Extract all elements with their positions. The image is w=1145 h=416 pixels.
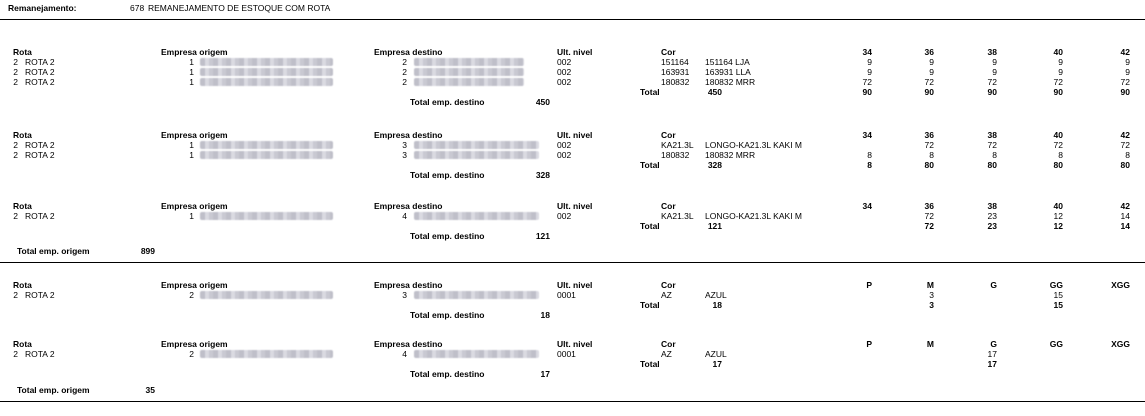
empresa-origem-name-redacted — [200, 78, 333, 86]
total-emp-origem-value: 35 — [145, 385, 155, 395]
empresa-destino-code: 4 — [402, 349, 407, 359]
size-total: 90 — [1053, 87, 1063, 97]
empresa-destino-name-redacted — [414, 78, 524, 86]
cor-description: 180832 MRR — [705, 77, 756, 87]
col-header-empresa-destino: Empresa destino — [374, 201, 443, 211]
col-header-size: 34 — [862, 130, 872, 140]
col-header-rota: Rota — [13, 130, 32, 140]
col-header-empresa-destino: Empresa destino — [374, 47, 443, 57]
col-header-size: 38 — [987, 47, 997, 57]
empresa-origem-code: 1 — [189, 211, 194, 221]
cor-description: AZUL — [705, 290, 727, 300]
total-emp-destino-value: 18 — [540, 310, 550, 320]
ult-nivel: 002 — [557, 140, 572, 150]
size-total: 80 — [1120, 160, 1130, 170]
col-header-empresa-destino: Empresa destino — [374, 339, 443, 349]
size-quantity: 9 — [1125, 57, 1130, 67]
total-emp-origem-label: Total emp. origem — [17, 246, 90, 256]
rota-name: ROTA 2 — [25, 67, 55, 77]
size-quantity: 23 — [987, 211, 997, 221]
cor-code: 163931 — [661, 67, 690, 77]
report-title: REMANEJAMENTO DE ESTOQUE COM ROTA — [148, 3, 331, 13]
size-total: 8 — [867, 160, 872, 170]
size-total: 15 — [1053, 300, 1063, 310]
col-header-rota: Rota — [13, 47, 32, 57]
size-quantity: 9 — [1058, 57, 1063, 67]
ult-nivel: 0001 — [557, 349, 576, 359]
empresa-destino-code: 2 — [402, 67, 407, 77]
col-header-size: P — [866, 339, 872, 349]
col-header-ult-nivel: Ult. nivel — [557, 201, 593, 211]
size-total: 90 — [862, 87, 872, 97]
empresa-origem-code: 2 — [189, 349, 194, 359]
empresa-destino-name-redacted — [414, 350, 539, 358]
empresa-origem-code: 1 — [189, 67, 194, 77]
total-emp-destino-value: 17 — [540, 369, 550, 379]
col-header-size: 40 — [1053, 201, 1063, 211]
empresa-origem-name-redacted — [200, 212, 333, 220]
empresa-destino-code: 4 — [402, 211, 407, 221]
size-quantity: 3 — [929, 290, 934, 300]
col-header-size: 42 — [1120, 201, 1130, 211]
rota-code: 2 — [13, 150, 18, 160]
size-quantity: 17 — [987, 349, 997, 359]
size-quantity: 9 — [1125, 67, 1130, 77]
col-header-size: XGG — [1111, 339, 1130, 349]
size-quantity: 72 — [924, 211, 934, 221]
col-header-size: 40 — [1053, 47, 1063, 57]
size-total: 23 — [987, 221, 997, 231]
rota-code: 2 — [13, 211, 18, 221]
col-header-size: XGG — [1111, 280, 1130, 290]
col-header-size: P — [866, 280, 872, 290]
cor-description: 151164 LJA — [705, 57, 750, 67]
col-header-ult-nivel: Ult. nivel — [557, 47, 593, 57]
cor-code: KA21.3L — [661, 211, 694, 221]
empresa-origem-name-redacted — [200, 291, 333, 299]
col-header-empresa-origem: Empresa origem — [161, 201, 228, 211]
total-emp-destino-value: 121 — [535, 231, 550, 241]
empresa-destino-code: 2 — [402, 57, 407, 67]
col-header-size: 42 — [1120, 47, 1130, 57]
cor-description: 180832 MRR — [705, 150, 756, 160]
divider — [0, 262, 1145, 263]
size-quantity: 72 — [1053, 77, 1063, 87]
col-header-size: GG — [1049, 280, 1063, 290]
total-emp-destino-label: Total emp. destino — [410, 97, 485, 107]
col-header-empresa-destino: Empresa destino — [374, 280, 443, 290]
size-quantity: 72 — [987, 77, 997, 87]
total-emp-destino-label: Total emp. destino — [410, 310, 485, 320]
size-total: 80 — [987, 160, 997, 170]
empresa-origem-code: 1 — [189, 140, 194, 150]
col-header-size: 42 — [1120, 130, 1130, 140]
total-emp-destino-value: 328 — [535, 170, 550, 180]
empresa-destino-name-redacted — [414, 291, 539, 299]
empresa-destino-code: 3 — [402, 140, 407, 150]
size-quantity: 14 — [1120, 211, 1130, 221]
col-header-size: 36 — [924, 201, 934, 211]
size-total: 3 — [929, 300, 934, 310]
col-header-size: 38 — [987, 130, 997, 140]
cor-code: KA21.3L — [661, 140, 694, 150]
cor-code: 151164 — [661, 57, 689, 67]
size-quantity: 9 — [867, 57, 872, 67]
col-header-size: 36 — [924, 47, 934, 57]
total-label: Total — [640, 359, 660, 369]
col-header-empresa-origem: Empresa origem — [161, 47, 228, 57]
remanejamento-label: Remanejamento: — [8, 3, 77, 13]
empresa-destino-name-redacted — [414, 212, 539, 220]
cor-code: AZ — [661, 349, 672, 359]
size-quantity: 72 — [1120, 77, 1130, 87]
size-quantity: 72 — [1120, 140, 1130, 150]
size-quantity: 8 — [867, 150, 872, 160]
cor-description: 163931 LLA — [705, 67, 751, 77]
col-header-cor: Cor — [661, 130, 676, 140]
empresa-destino-code: 3 — [402, 150, 407, 160]
col-header-size: G — [990, 280, 997, 290]
divider — [0, 19, 1145, 20]
size-total: 90 — [1120, 87, 1130, 97]
total-value: 328 — [707, 160, 722, 170]
total-emp-destino-label: Total emp. destino — [410, 369, 485, 379]
ult-nivel: 002 — [557, 67, 572, 77]
size-quantity: 9 — [992, 67, 997, 77]
empresa-origem-name-redacted — [200, 350, 333, 358]
col-header-size: M — [926, 280, 934, 290]
total-value: 18 — [712, 300, 722, 310]
rota-name: ROTA 2 — [25, 77, 55, 87]
empresa-destino-name-redacted — [414, 151, 539, 159]
col-header-cor: Cor — [661, 47, 676, 57]
col-header-empresa-origem: Empresa origem — [161, 280, 228, 290]
size-total: 14 — [1120, 221, 1130, 231]
ult-nivel: 002 — [557, 211, 572, 221]
rota-name: ROTA 2 — [25, 140, 55, 150]
rota-code: 2 — [13, 349, 18, 359]
size-total: 12 — [1053, 221, 1063, 231]
size-total: 90 — [987, 87, 997, 97]
rota-code: 2 — [13, 57, 18, 67]
cor-description: LONGO-KA21.3L KAKI M — [705, 140, 802, 150]
col-header-size: 38 — [987, 201, 997, 211]
total-label: Total — [640, 221, 660, 231]
col-header-rota: Rota — [13, 201, 32, 211]
empresa-origem-name-redacted — [200, 58, 333, 66]
total-emp-origem-label: Total emp. origem — [17, 385, 90, 395]
col-header-cor: Cor — [661, 201, 676, 211]
col-header-ult-nivel: Ult. nivel — [557, 280, 593, 290]
total-label: Total — [640, 160, 660, 170]
size-quantity: 72 — [987, 140, 997, 150]
ult-nivel: 0001 — [557, 290, 576, 300]
rota-name: ROTA 2 — [25, 150, 55, 160]
empresa-origem-name-redacted — [200, 68, 333, 76]
size-quantity: 9 — [929, 57, 934, 67]
col-header-empresa-origem: Empresa origem — [161, 130, 228, 140]
rota-code: 2 — [13, 77, 18, 87]
size-total: 80 — [924, 160, 934, 170]
cor-code: 180832 — [661, 77, 690, 87]
size-total: 90 — [924, 87, 934, 97]
size-quantity: 8 — [992, 150, 997, 160]
size-quantity: 9 — [867, 67, 872, 77]
size-quantity: 72 — [862, 77, 872, 87]
total-label: Total — [640, 300, 660, 310]
total-emp-destino-label: Total emp. destino — [410, 231, 485, 241]
empresa-origem-name-redacted — [200, 141, 333, 149]
size-quantity: 72 — [924, 140, 934, 150]
ult-nivel: 002 — [557, 57, 572, 67]
rota-name: ROTA 2 — [25, 349, 55, 359]
cor-code: AZ — [661, 290, 672, 300]
empresa-origem-code: 1 — [189, 57, 194, 67]
rota-code: 2 — [13, 290, 18, 300]
col-header-cor: Cor — [661, 339, 676, 349]
empresa-origem-name-redacted — [200, 151, 333, 159]
size-quantity: 15 — [1053, 290, 1063, 300]
empresa-destino-code: 3 — [402, 290, 407, 300]
total-emp-destino-value: 450 — [535, 97, 550, 107]
empresa-origem-code: 1 — [189, 150, 194, 160]
empresa-destino-name-redacted — [414, 68, 524, 76]
size-quantity: 72 — [924, 77, 934, 87]
col-header-empresa-destino: Empresa destino — [374, 130, 443, 140]
ult-nivel: 002 — [557, 77, 572, 87]
ult-nivel: 002 — [557, 150, 572, 160]
total-emp-origem-value: 899 — [140, 246, 155, 256]
size-quantity: 9 — [1058, 67, 1063, 77]
col-header-size: G — [990, 339, 997, 349]
total-label: Total — [640, 87, 660, 97]
size-quantity: 12 — [1053, 211, 1063, 221]
size-quantity: 8 — [929, 150, 934, 160]
col-header-rota: Rota — [13, 339, 32, 349]
size-quantity: 9 — [992, 57, 997, 67]
col-header-size: 40 — [1053, 130, 1063, 140]
rota-code: 2 — [13, 67, 18, 77]
remanejamento-number: 678 — [130, 3, 145, 13]
total-value: 17 — [712, 359, 722, 369]
size-quantity: 8 — [1058, 150, 1063, 160]
col-header-ult-nivel: Ult. nivel — [557, 339, 593, 349]
cor-description: AZUL — [705, 349, 727, 359]
col-header-size: 34 — [862, 47, 872, 57]
size-total: 72 — [924, 221, 934, 231]
divider — [0, 401, 1145, 402]
col-header-size: 36 — [924, 130, 934, 140]
empresa-destino-name-redacted — [414, 58, 524, 66]
col-header-size: M — [926, 339, 934, 349]
empresa-origem-code: 2 — [189, 290, 194, 300]
cor-code: 180832 — [661, 150, 690, 160]
size-quantity: 9 — [929, 67, 934, 77]
empresa-origem-code: 1 — [189, 77, 194, 87]
size-total: 17 — [987, 359, 997, 369]
col-header-size: 34 — [862, 201, 872, 211]
size-quantity: 72 — [1053, 140, 1063, 150]
rota-name: ROTA 2 — [25, 57, 55, 67]
col-header-size: GG — [1049, 339, 1063, 349]
col-header-cor: Cor — [661, 280, 676, 290]
total-value: 450 — [707, 87, 722, 97]
empresa-destino-code: 2 — [402, 77, 407, 87]
size-quantity: 8 — [1125, 150, 1130, 160]
size-total: 80 — [1053, 160, 1063, 170]
rota-name: ROTA 2 — [25, 290, 55, 300]
total-value: 121 — [707, 221, 722, 231]
empresa-destino-name-redacted — [414, 141, 539, 149]
cor-description: LONGO-KA21.3L KAKI M — [705, 211, 802, 221]
rota-code: 2 — [13, 140, 18, 150]
total-emp-destino-label: Total emp. destino — [410, 170, 485, 180]
col-header-rota: Rota — [13, 280, 32, 290]
col-header-ult-nivel: Ult. nivel — [557, 130, 593, 140]
col-header-empresa-origem: Empresa origem — [161, 339, 228, 349]
rota-name: ROTA 2 — [25, 211, 55, 221]
